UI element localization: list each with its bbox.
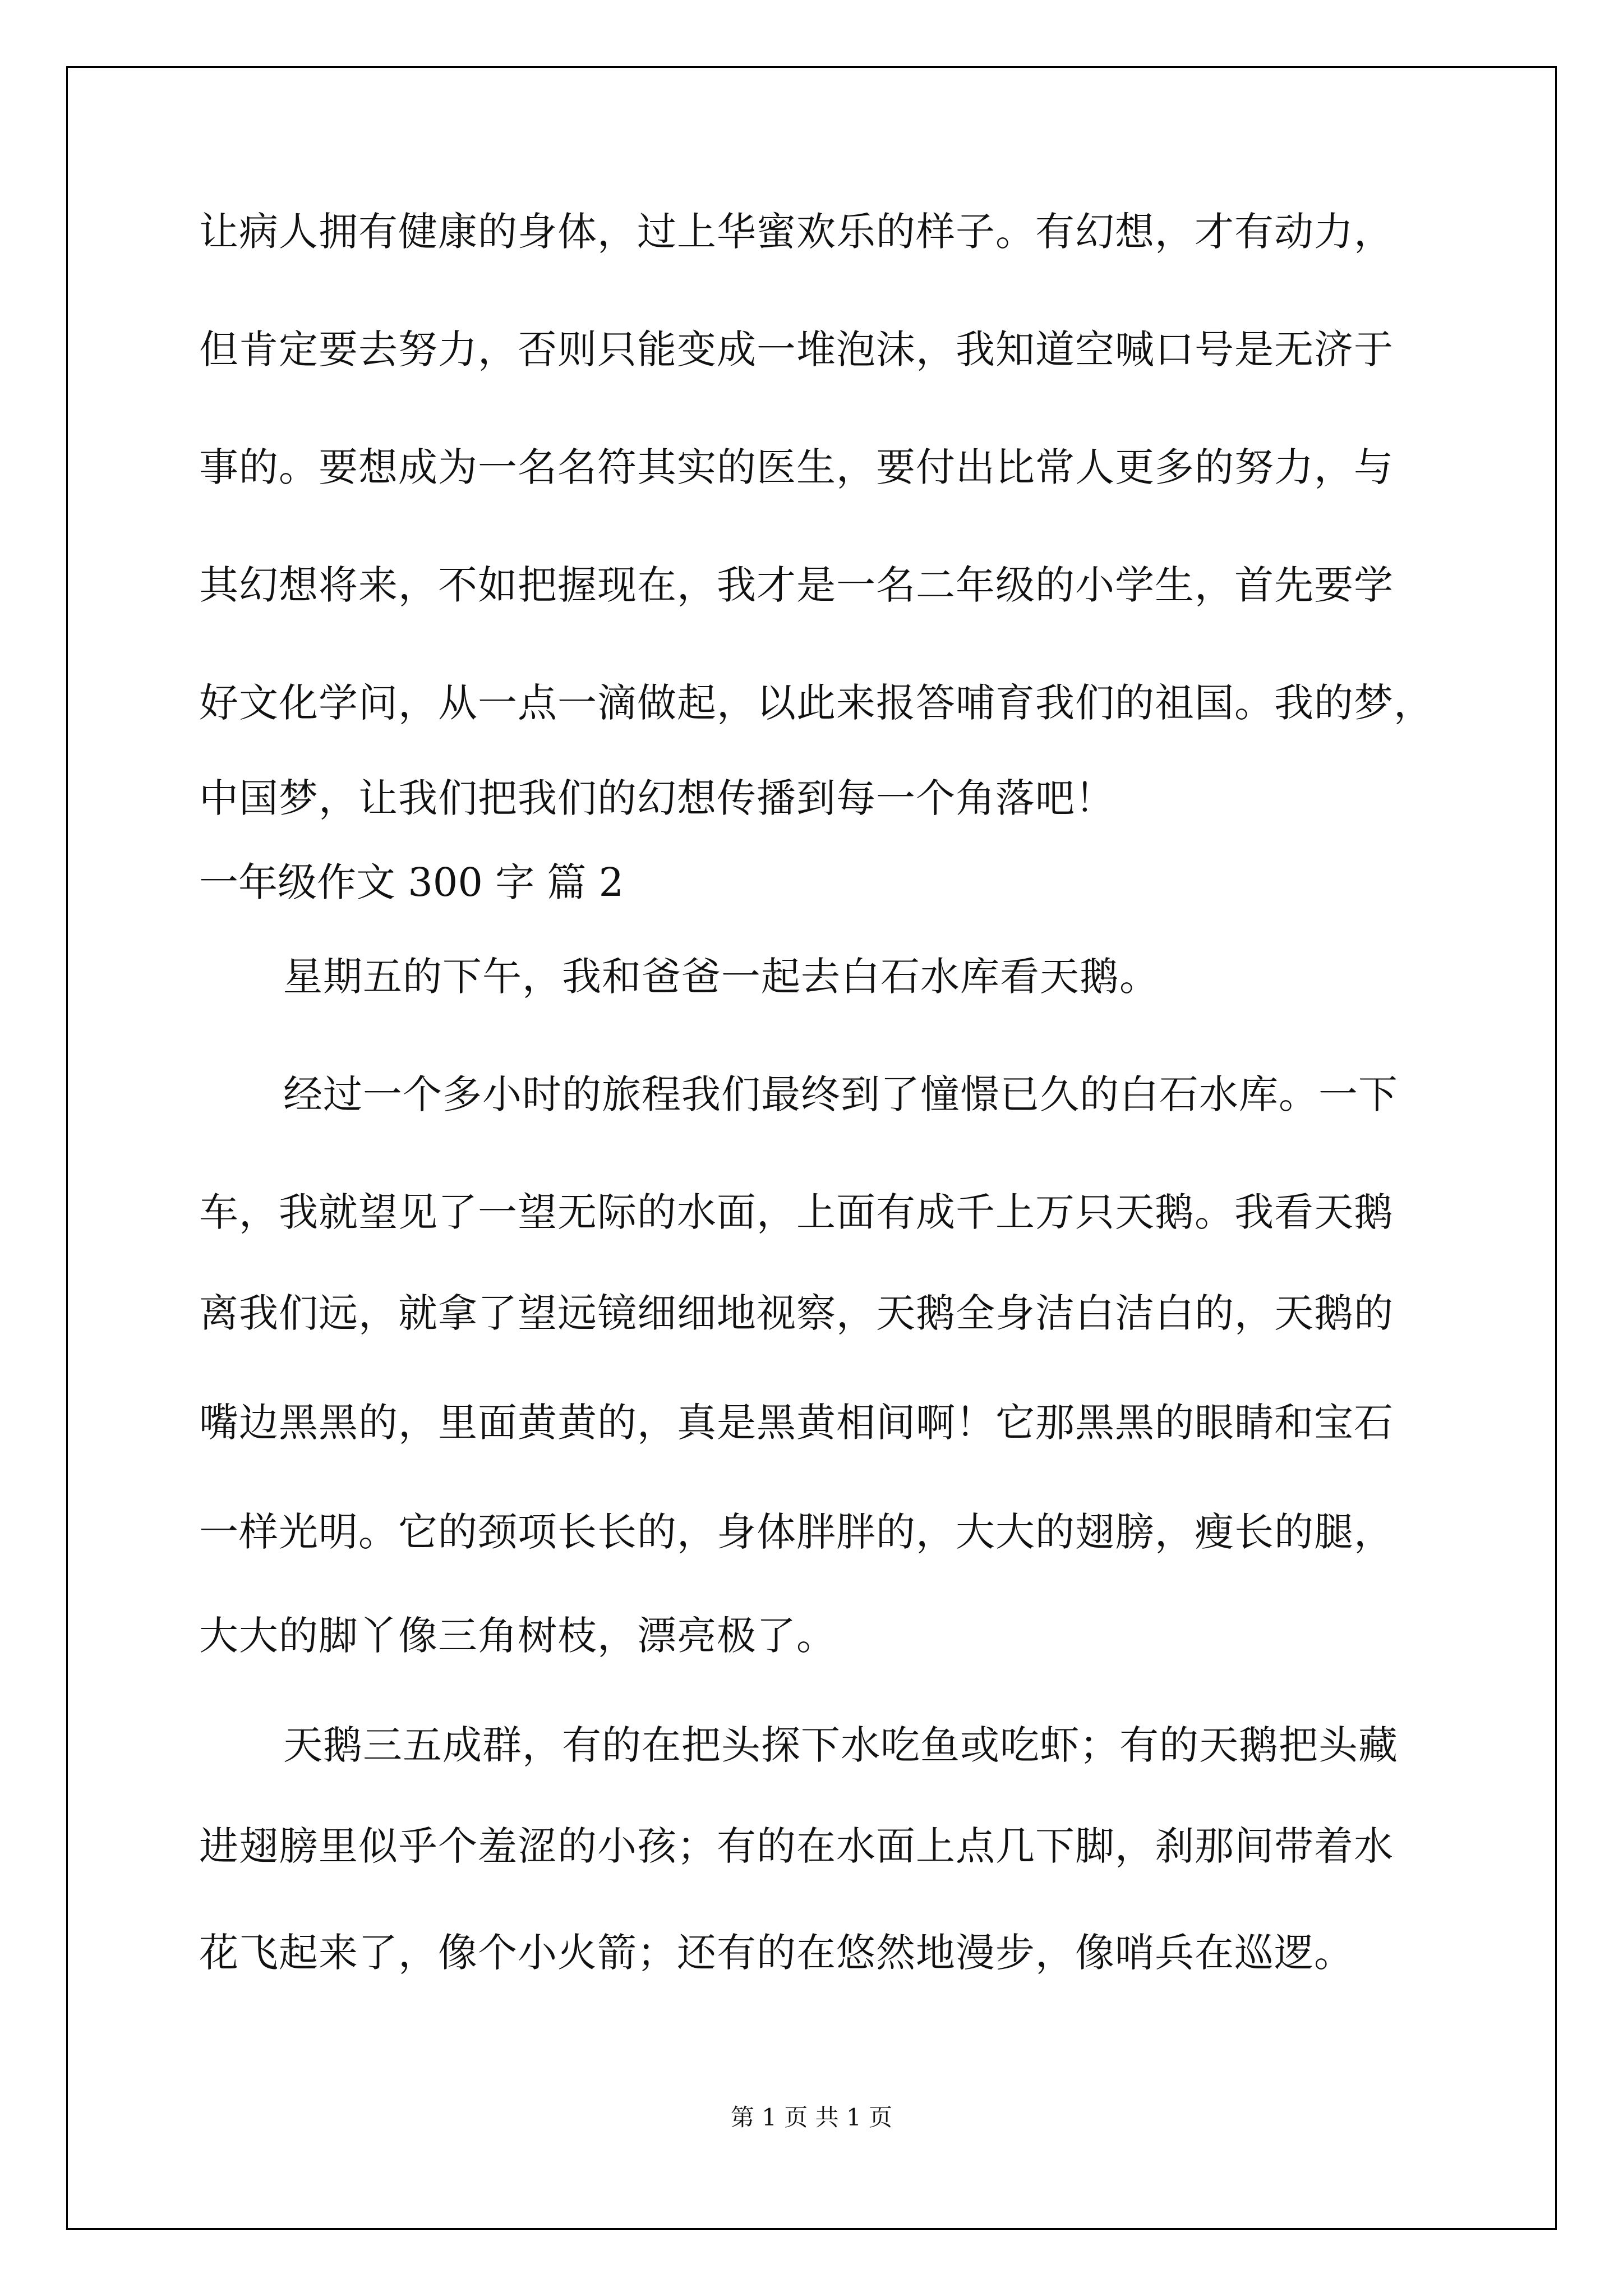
paragraph-line: 中国梦，让我们把我们的幻想传播到每一个角落吧！ — [199, 775, 1115, 821]
paragraph-line: 花飞起来了，像个小火箭；还有的在悠然地漫步，像哨兵在巡逻。 — [199, 1930, 1354, 1976]
paragraph-line: 让病人拥有健康的身体，过上华蜜欢乐的样子。有幻想，才有动力， — [199, 209, 1394, 255]
paragraph-line: 经过一个多小时的旅程我们最终到了憧憬已久的白石水库。一下 — [283, 1071, 1398, 1117]
page-number-footer: 第 1 页 共 1 页 — [730, 2104, 893, 2131]
paragraph-line: 离我们远，就拿了望远镜细细地视察，天鹅全身洁白洁白的，天鹅的 — [199, 1290, 1394, 1336]
page-border — [66, 66, 1557, 2230]
paragraph-line: 进翅膀里似乎个羞涩的小孩；有的在水面上点几下脚，刹那间带着水 — [199, 1823, 1394, 1869]
paragraph-line: 其幻想将来，不如把握现在，我才是一名二年级的小学生，首先要学 — [199, 562, 1394, 608]
paragraph-line: 但肯定要去努力，否则只能变成一堆泡沫，我知道空喊口号是无济于 — [199, 326, 1394, 372]
paragraph-line: 嘴边黑黑的，里面黄黄的，真是黑黄相间啊！它那黑黑的眼睛和宝石 — [199, 1400, 1394, 1446]
paragraph-line: 星期五的下午，我和爸爸一起去白石水库看天鹅。 — [283, 954, 1159, 1000]
paragraph-line: 事的。要想成为一名名符其实的医生，要付出比常人更多的努力，与 — [199, 444, 1394, 490]
section-heading: 一年级作文 300 字 篇 2 — [199, 859, 624, 905]
paragraph-line: 天鹅三五成群，有的在把头探下水吃鱼或吃虾；有的天鹅把头藏 — [283, 1722, 1398, 1768]
paragraph-line: 车，我就望见了一望无际的水面，上面有成千上万只天鹅。我看天鹅 — [199, 1189, 1394, 1235]
paragraph-line: 大大的脚丫像三角树枝，漂亮极了。 — [199, 1613, 836, 1659]
paragraph-line: 好文化学问，从一点一滴做起，以此来报答哺育我们的祖国。我的梦， — [199, 680, 1433, 726]
paragraph-line: 一样光明。它的颈项长长的，身体胖胖的，大大的翅膀，瘦长的腿， — [199, 1509, 1394, 1555]
